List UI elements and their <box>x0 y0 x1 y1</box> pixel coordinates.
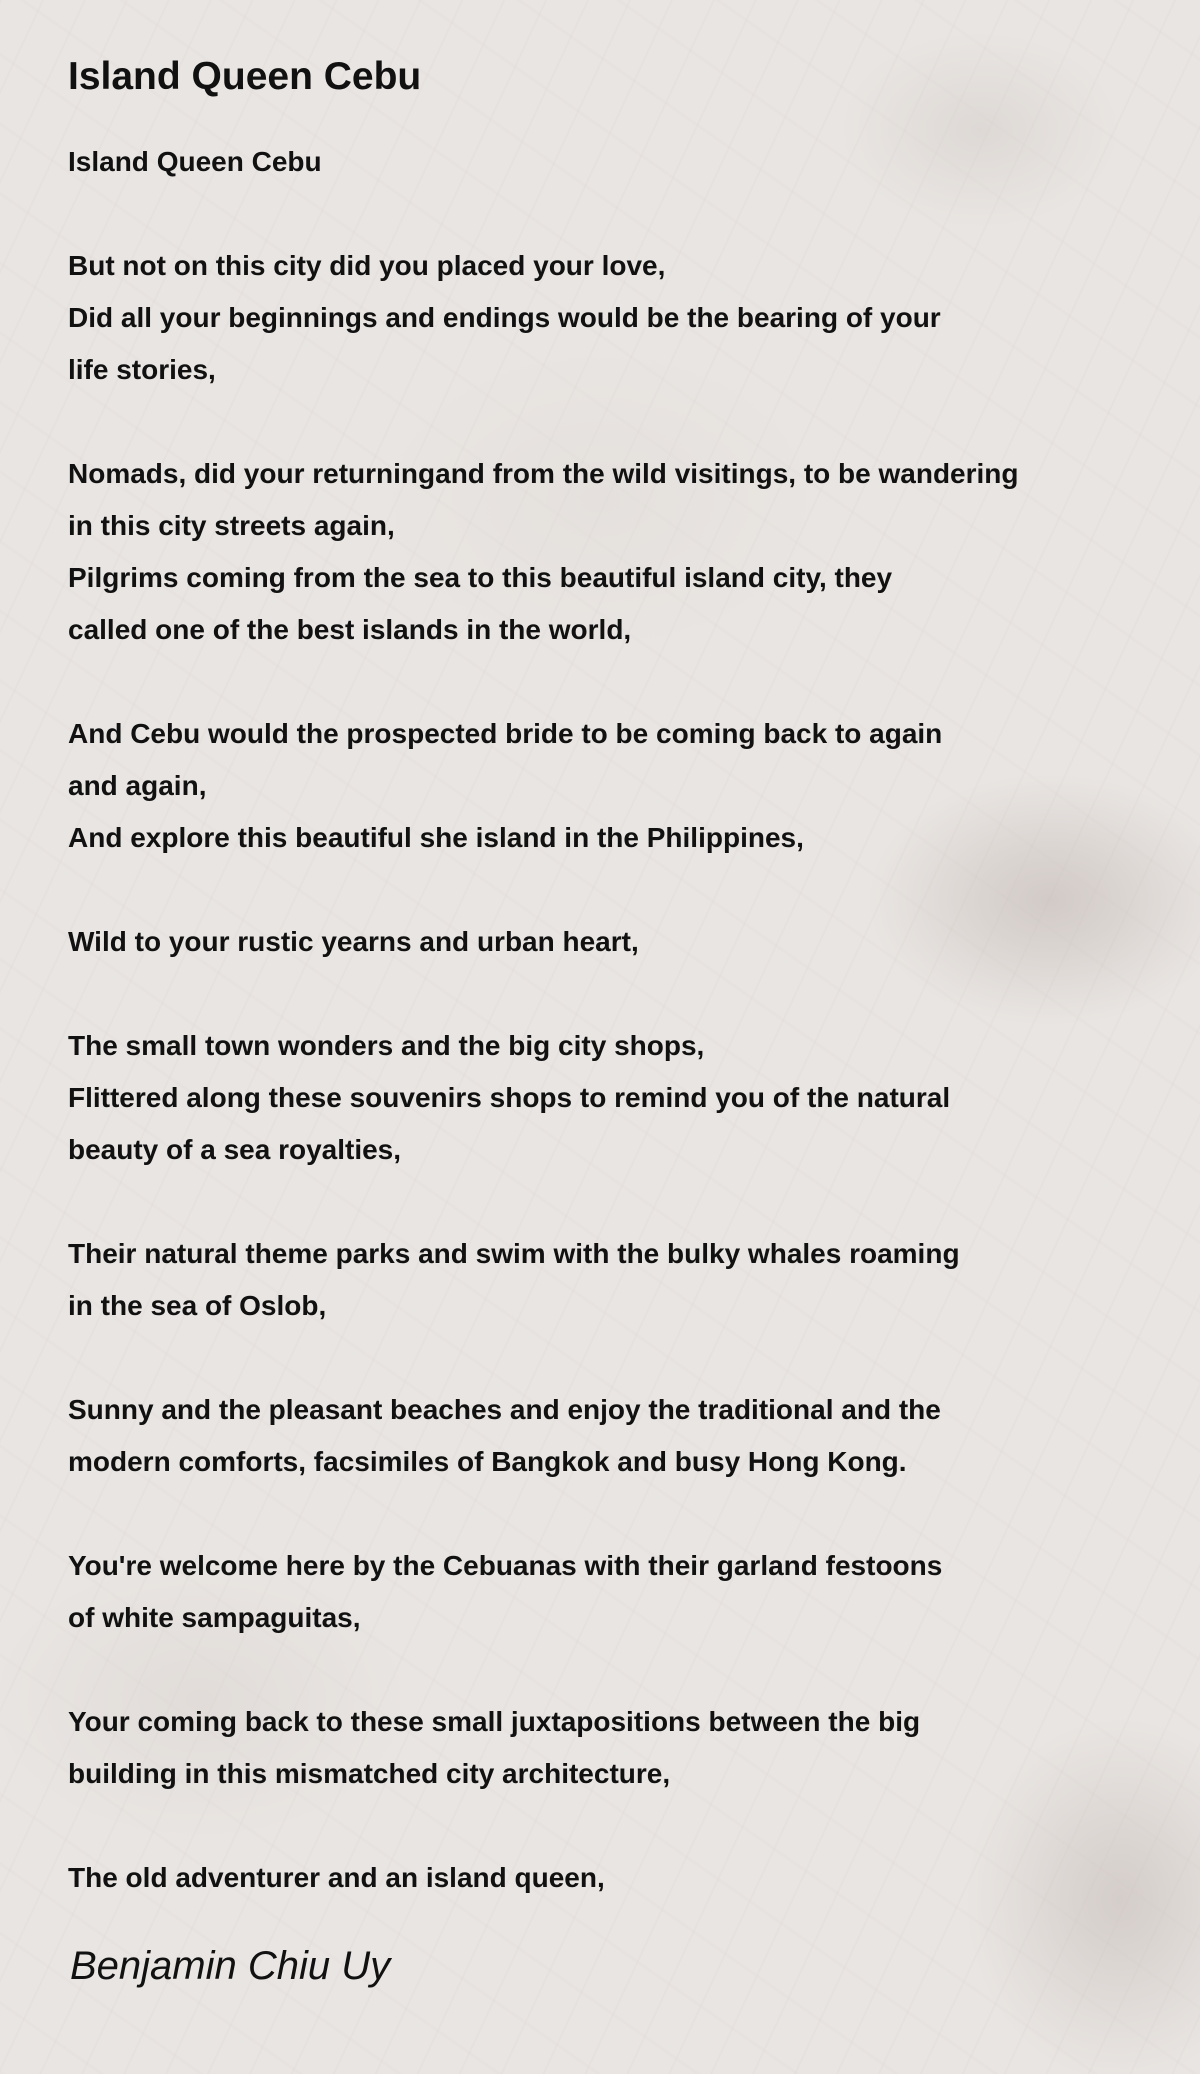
stanza-gap <box>68 968 1178 1020</box>
stanza-gap <box>68 188 1178 240</box>
stanza-10 <box>68 1852 1178 1904</box>
stanza-4 <box>68 916 1178 968</box>
poem-line: Did all your beginnings and endings would be the bearing of your <box>68 302 941 333</box>
poem-line: And explore this beautiful she island in the Philippines, <box>68 822 804 853</box>
stanza-9 <box>68 1696 1178 1800</box>
stanza-gap <box>68 656 1178 708</box>
stanza-8 <box>68 1540 1178 1644</box>
poem-line: Your coming back to these small juxtapositions between the big <box>68 1706 921 1737</box>
poem-line: And Cebu would the prospected bride to be coming back to again <box>68 718 943 749</box>
poem-line: Sunny and the pleasant beaches and enjoy the traditional and the <box>68 1394 941 1425</box>
stanza-gap <box>68 1488 1178 1540</box>
poem-line: Wild to your rustic yearns and urban heart, <box>68 926 639 957</box>
poem-card <box>68 52 1178 1992</box>
stanza-gap <box>68 1332 1178 1384</box>
stanza-gap <box>68 1800 1178 1852</box>
poem-line: building in this mismatched city architecture, <box>68 1758 671 1789</box>
stanza-gap <box>68 1644 1178 1696</box>
poem-line: of white sampaguitas, <box>68 1602 361 1633</box>
page-title: Island Queen Cebu <box>68 55 422 98</box>
poem-line: The old adventurer and an island queen, <box>68 1862 605 1893</box>
stanza-5 <box>68 1020 1178 1176</box>
stanza-gap <box>68 864 1178 916</box>
poem-line: called one of the best islands in the world, <box>68 614 632 645</box>
poem-line: life stories, <box>68 354 216 385</box>
stanza-2 <box>68 448 1178 656</box>
poem-line: Pilgrims coming from the sea to this beautiful island city, they <box>68 562 893 593</box>
poem-subtitle: Island Queen Cebu <box>68 146 322 177</box>
poem-line: Flittered along these souvenirs shops to remind you of the natural <box>68 1082 951 1113</box>
poem-line: Their natural theme parks and swim with the bulky whales roaming <box>68 1238 960 1269</box>
author-signature: Benjamin Chiu Uy <box>70 1944 391 1988</box>
poem-line: The small town wonders and the big city shops, <box>68 1030 705 1061</box>
stanza-gap <box>68 396 1178 448</box>
poem-line: Nomads, did your returningand from the wild visitings, to be wandering <box>68 458 1019 489</box>
stanza-6 <box>68 1228 1178 1332</box>
stanza-3 <box>68 708 1178 864</box>
poem-line: and again, <box>68 770 207 801</box>
poem-line: But not on this city did you placed your love, <box>68 250 666 281</box>
poem-line: You're welcome here by the Cebuanas with their garland festoons <box>68 1550 943 1581</box>
poem-line: modern comforts, facsimiles of Bangkok and busy Hong Kong. <box>68 1446 907 1477</box>
stanza-gap <box>68 1176 1178 1228</box>
poem-line: beauty of a sea royalties, <box>68 1134 402 1165</box>
stanza-1 <box>68 240 1178 396</box>
stanza-7 <box>68 1384 1178 1488</box>
poem-line: in the sea of Oslob, <box>68 1290 327 1321</box>
poem-line: in this city streets again, <box>68 510 395 541</box>
